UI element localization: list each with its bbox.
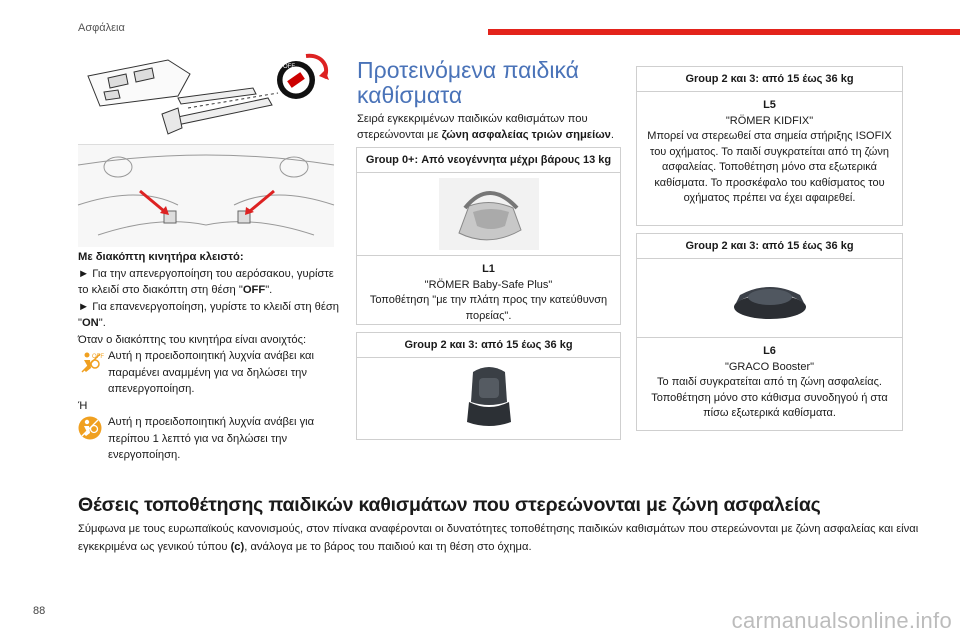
airbag-off-warning-icon xyxy=(78,350,102,374)
seat-card-l1 xyxy=(356,147,621,325)
watermark: carmanualsonline.info xyxy=(731,608,952,633)
seat-card-l6 xyxy=(636,233,903,431)
bullet-arrow: ► xyxy=(78,300,90,313)
key-illustration xyxy=(78,48,334,142)
left-column xyxy=(78,249,340,464)
header-section: Ασφάλεια xyxy=(78,22,125,34)
warning-off-text: Αυτή η προειδοποιητική λυχνία ανάβει και παραμένει αναμμένη για να δηλώσει την απενεργοποίηση. xyxy=(108,350,314,395)
section-title: Θέσεις τοποθέτησης παιδικών καθισμάτων που στερεώνονται με ζώνη ασφαλείας xyxy=(78,494,821,516)
svg-text:OFF: OFF xyxy=(92,354,104,360)
card-image xyxy=(637,259,902,338)
seat-description: Μπορεί να στερεωθεί στα σημεία στήριξης ISOFIX του οχήματος. Το παιδί συγκρατείται από τη ζώνη ασφαλείας. Τοποθέτηση μόνο στα εξωτερικά καθίσματα. Το προσκέφαλο του καθίσματος του οχήματος πρέπει να έχει αφαιρεθεί. xyxy=(647,130,892,204)
card-header: Group 2 και 3: από 15 έως 36 kg xyxy=(357,333,620,358)
booster-seat-image xyxy=(730,273,810,323)
seat-card-group2-middle xyxy=(356,332,621,440)
page-number: 88 xyxy=(33,605,46,617)
seat-code: L6 xyxy=(763,345,776,357)
step-reactivate: ► Για επανενεργοποίηση, γυρίστε το κλειδί στη θέση "ON". xyxy=(78,300,340,329)
or-text: Ή xyxy=(78,399,88,412)
seat-name: "GRACO Booster" xyxy=(724,360,815,373)
bullet-arrow: ► xyxy=(78,267,90,280)
seat-code: L1 xyxy=(482,263,495,275)
svg-text:OFF: OFF xyxy=(283,64,295,70)
card-body xyxy=(357,256,620,330)
page-title: Προτεινόμενα παιδικά καθίσματα xyxy=(357,57,579,108)
card-header: Group 0+: Από νεογέννητα μέχρι βάρους 13 kg xyxy=(357,148,620,173)
switch-off-heading: Με διακόπτη κινητήρα κλειστό: xyxy=(78,251,244,263)
seat-name: "RÖMER Baby-Safe Plus" xyxy=(424,278,553,291)
card-body xyxy=(637,338,902,428)
card-image xyxy=(357,358,620,434)
key-switch-illustration xyxy=(78,48,334,142)
card-header: Group 2 και 3: από 15 έως 36 kg xyxy=(637,67,902,92)
section-text: Σύμφωνα με τους ευρωπαϊκούς κανονισμούς, στον πίνακα αναφέρονται οι δυνατότητες τοποθέτησης παιδικών καθισμάτων που στερεώνονται με ζώνη ασφαλείας και είναι εγκεκριμένα ως γενικού τύπου (c), ανάλογα με το βάρος του παιδιού και τη θέση στο όχημα. xyxy=(78,523,919,553)
baby-seat-image xyxy=(439,178,539,250)
seat-card-l5 xyxy=(636,66,903,226)
card-image xyxy=(357,173,620,256)
warning-off xyxy=(78,348,340,398)
airbag-on-warning-icon xyxy=(78,416,102,440)
seat-name: "RÖMER KIDFIX" xyxy=(725,114,814,127)
intro-text: Σειρά εγκεκριμένων παιδικών καθισμάτων που στερεώνονται με ζώνη ασφαλείας τριών σημείων. xyxy=(357,113,614,141)
step-deactivate: ► Για την απενεργοποίηση του αερόσακου, γυρίστε το κλειδί στο διακόπτη στη θέση "OFF". xyxy=(78,267,334,296)
warning-on xyxy=(78,414,340,464)
seat-code: L5 xyxy=(763,99,776,111)
dashboard-drawing xyxy=(78,145,334,247)
kidfix-seat-image xyxy=(459,362,519,430)
switch-open-text: Όταν ο διακόπτης του κινητήρα είναι ανοιχτός: xyxy=(78,333,307,346)
header-red-bar xyxy=(488,29,960,35)
card-header: Group 2 και 3: από 15 έως 36 kg xyxy=(637,234,902,259)
dashboard-illustration xyxy=(78,144,334,247)
seat-description: Τοποθέτηση "με την πλάτη προς την κατεύθυνση πορείας". xyxy=(369,294,608,322)
card-body xyxy=(637,92,902,213)
seat-description: Το παιδί συγκρατείται από τη ζώνη ασφαλείας. Τοποθέτηση μόνο στο κάθισμα συνοδηγού ή στα πίσω εξωτερικά καθίσματα. xyxy=(651,376,888,419)
warning-on-text: Αυτή η προειδοποιητική λυχνία ανάβει για περίπου 1 λεπτό για να δηλώσει την ενεργοποίηση. xyxy=(108,416,315,461)
